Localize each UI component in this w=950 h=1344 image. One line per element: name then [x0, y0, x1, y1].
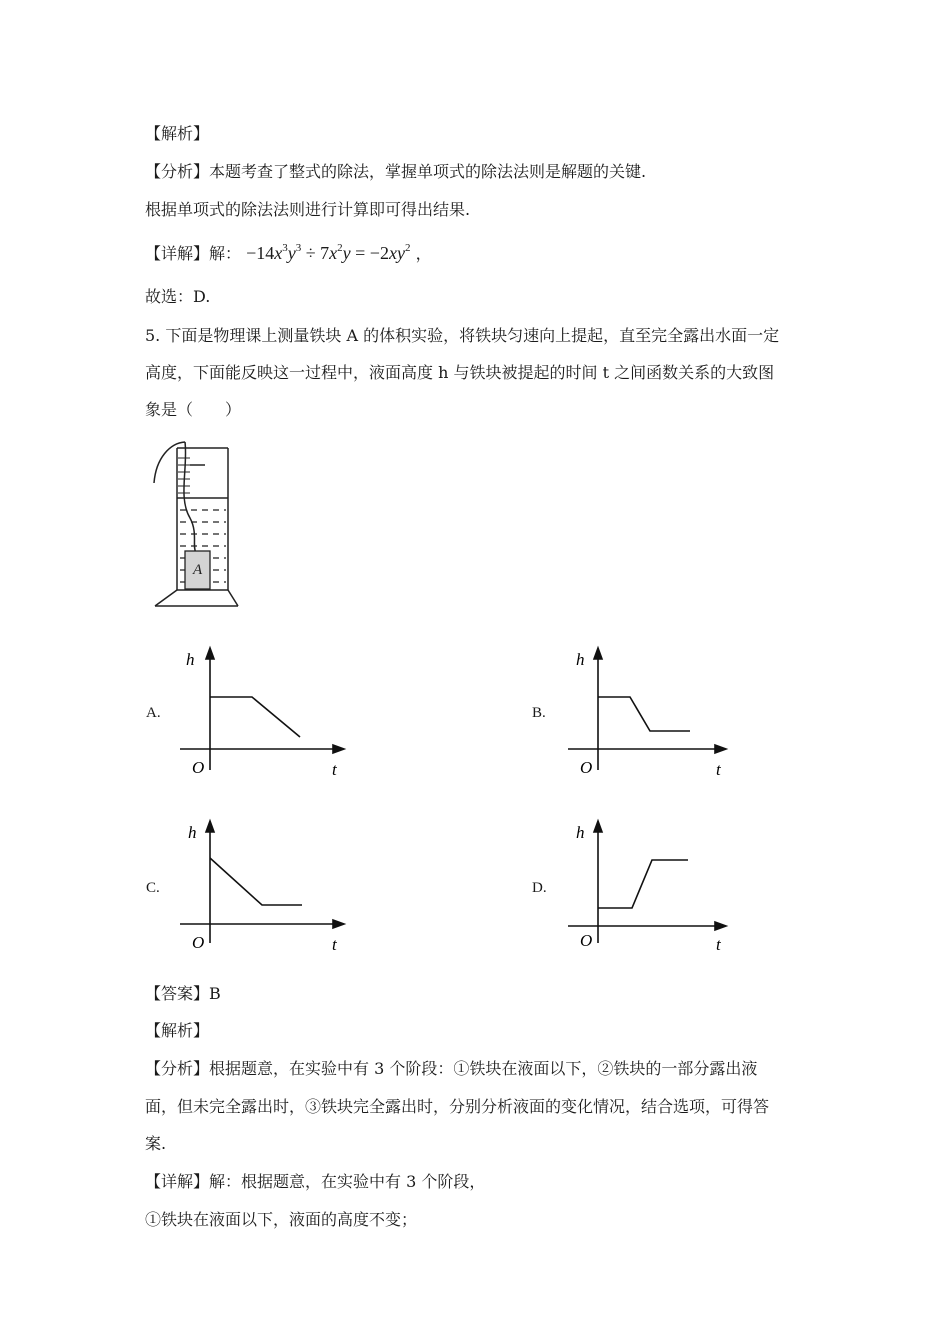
- option-c-graph: [180, 818, 350, 953]
- solution-suffix: ，: [415, 244, 432, 263]
- svg-text:t: t: [332, 760, 337, 779]
- svg-text:O: O: [192, 933, 205, 952]
- formula: $-14x^3y^3 \div 7x^2y = -2xy^2$: [246, 242, 411, 263]
- answer-line: 【答案】B: [145, 984, 221, 1003]
- svg-text:h: h: [186, 650, 195, 669]
- detailed-solution: [145, 243, 432, 264]
- analysis-line-1: 【分析】根据题意，在实验中有 3 个阶段：①铁块在液面以下，②铁块的一部分露出液: [145, 1059, 758, 1078]
- svg-text:h: h: [576, 823, 585, 842]
- section-heading-jiexi: 【解析】: [145, 124, 210, 143]
- option-b-graph: [568, 645, 738, 780]
- option-d-graph: [568, 818, 738, 953]
- svg-text:h: h: [576, 650, 585, 669]
- detailed-solution-2: 【详解】解：根据题意，在实验中有 3 个阶段，: [145, 1172, 486, 1191]
- svg-text:O: O: [580, 931, 593, 950]
- svg-text:t: t: [716, 935, 721, 953]
- analysis-text: 【分析】本题考查了整式的除法，掌握单项式的除法法则是解题的关键.: [145, 162, 647, 181]
- question-line-3: 象是（ ）: [145, 400, 242, 419]
- svg-text:O: O: [192, 758, 205, 777]
- analysis-line-2: 面，但未完全露出时，③铁块完全露出时，分别分析液面的变化情况，结合选项，可得答: [145, 1097, 770, 1116]
- svg-text:O: O: [580, 758, 593, 777]
- question-line-2: 高度，下面能反映这一过程中，液面高度 h 与铁块被提起的时间 t 之间函数关系的大致图: [145, 363, 775, 382]
- svg-text:t: t: [332, 935, 337, 953]
- beaker-illustration: [150, 438, 240, 610]
- question-line-1: 5. 下面是物理课上测量铁块 A 的体积实验，将铁块匀速向上提起，直至完全露出水面一定: [145, 326, 780, 345]
- block-label: A: [193, 562, 203, 578]
- step-1: ①铁块在液面以下，液面的高度不变；: [145, 1210, 418, 1229]
- option-a-graph: [180, 645, 350, 780]
- option-b-label: B.: [532, 705, 546, 721]
- option-a-label: A.: [146, 705, 161, 721]
- solution-prefix: 【详解】解：: [145, 244, 242, 263]
- option-c-label: C.: [146, 880, 160, 896]
- analysis-text-2: 根据单项式的除法法则进行计算即可得出结果.: [145, 200, 471, 219]
- section-heading-jiexi-2: 【解析】: [145, 1021, 210, 1040]
- svg-text:t: t: [716, 760, 721, 779]
- analysis-line-3: 案.: [145, 1134, 167, 1153]
- option-d-label: D.: [532, 880, 547, 896]
- svg-text:h: h: [188, 823, 197, 842]
- choice-line: 故选：D.: [145, 287, 211, 306]
